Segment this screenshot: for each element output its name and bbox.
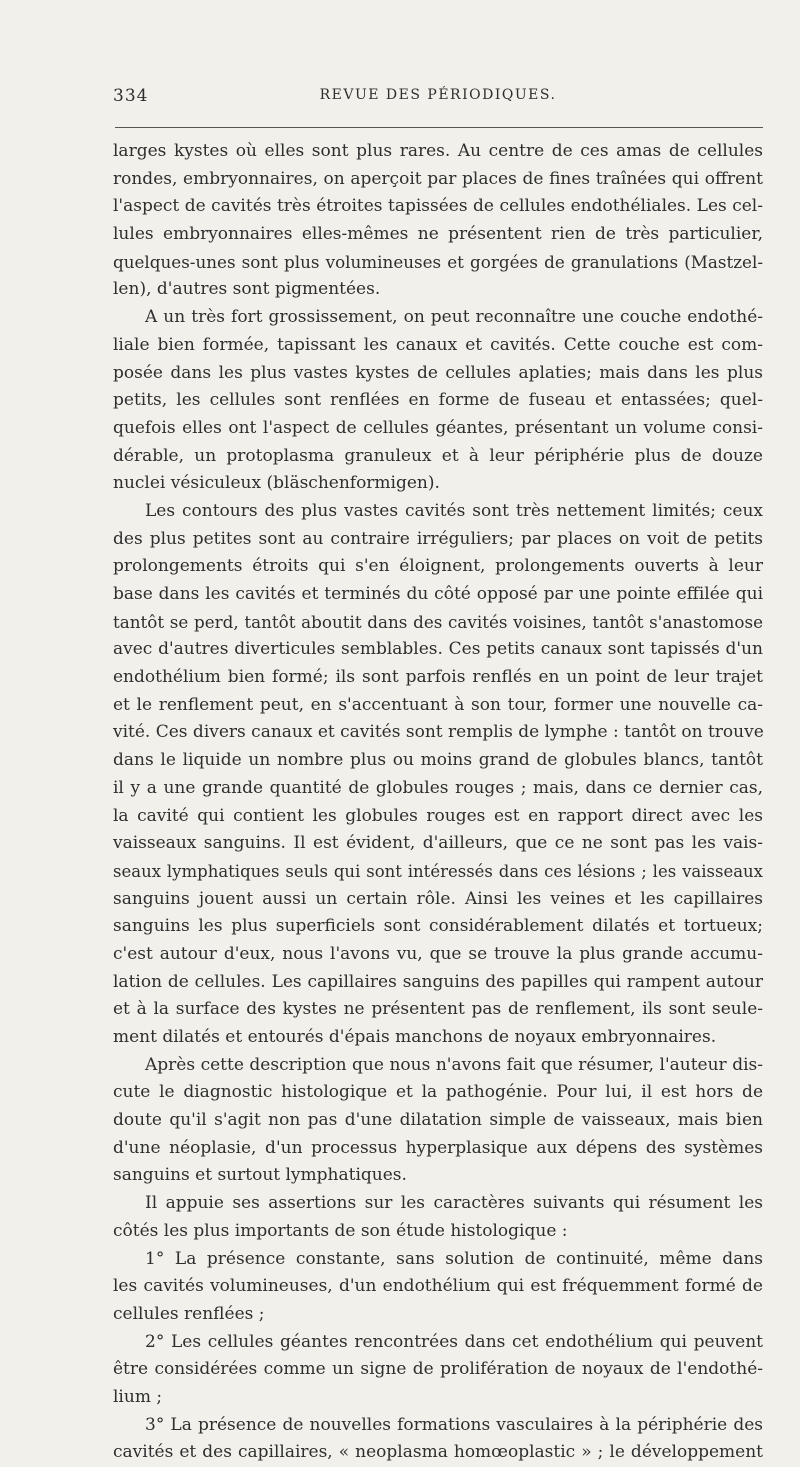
text-line: nuclei vésiculeux (bläschenformigen).	[113, 473, 440, 494]
text-line: l'aspect de cavités très étroites tapissées de cellules endothéliales. Les cel-	[113, 196, 763, 217]
text-line: 2° Les cellules géantes rencontrées dans cet endothélium qui peuvent	[145, 1331, 763, 1352]
text-line: Les contours des plus vastes cavités sont très nettement limités; ceux	[145, 500, 763, 521]
text-line: 3° La présence de nouvelles formations vasculaires à la périphérie des	[145, 1414, 763, 1435]
text-line: ment dilatés et entourés d'épais manchons de noyaux embryonnaires.	[113, 1027, 717, 1047]
text-line: sanguins les plus superficiels sont considérablement dilatés et tortueux;	[113, 916, 763, 937]
text-line: liale bien formée, tapissant les canaux et cavités. Cette couche est com-	[113, 334, 763, 355]
text-line: base dans les cavités et terminés du côté opposé par une pointe effilée qui	[113, 584, 763, 604]
text-line: d'une néoplasie, d'un processus hyperplasique aux dépens des systèmes	[113, 1137, 763, 1158]
text-line: endothélium bien formé; ils sont parfois renflés en un point de leur trajet	[113, 667, 763, 688]
text-line: quelques-unes sont plus volumineuses et gorgées de granulations (Mastzel-	[113, 251, 763, 272]
text-line: Il appuie ses assertions sur les caractères suivants qui résument les	[145, 1193, 763, 1214]
body-text	[113, 138, 763, 1467]
text-line: cute le diagnostic histologique et la pathogénie. Pour lui, il est hors de	[113, 1082, 763, 1103]
text-line: vité. Ces divers canaux et cavités sont remplis de lymphe : tantôt on trouve	[113, 722, 764, 743]
text-line: des plus petites sont au contraire irréguliers; par places on voit de petits	[113, 528, 763, 549]
text-line: cellules renflées ;	[113, 1303, 265, 1324]
text-line: cavités et des capillaires, « neoplasma homœoplastic » ; le développement	[113, 1442, 763, 1463]
text-line: Après cette description que nous n'avons fait que résumer, l'auteur dis-	[145, 1054, 763, 1075]
text-line: être considérées comme un signe de prolifération de noyaux de l'endothé-	[113, 1359, 763, 1380]
text-line: rondes, embryonnaires, on aperçoit par places de fines traînées qui offrent	[113, 168, 763, 189]
text-line: sanguins jouent aussi un certain rôle. Ainsi les veines et les capillaires	[113, 888, 763, 909]
text-line: quefois elles ont l'aspect de cellules géantes, présentant un volume consi-	[113, 417, 763, 438]
text-line: sanguins et surtout lymphatiques.	[113, 1165, 407, 1186]
text-line: tantôt se perd, tantôt aboutit dans des cavités voisines, tantôt s'anastomose	[113, 611, 763, 632]
text-line: la cavité qui contient les globules rouges est en rapport direct avec les	[113, 805, 763, 826]
text-line: A un très fort grossissement, on peut reconnaître une couche endothé-	[145, 307, 763, 328]
text-line: lules embryonnaires elles-mêmes ne présentent rien de très particulier,	[113, 224, 763, 245]
text-line: petits, les cellules sont renflées en forme de fuseau et entassées; quel-	[113, 390, 763, 411]
page-header	[113, 86, 763, 110]
text-line: prolongements étroits qui s'en éloignent, prolongements ouverts à leur	[113, 556, 763, 577]
text-line: dans le liquide un nombre plus ou moins grand de globules blancs, tantôt	[113, 750, 763, 771]
page-number: 334	[113, 86, 149, 106]
text-line: lation de cellules. Les capillaires sanguins des papilles qui rampent autour	[113, 971, 763, 992]
text-line: posée dans les plus vastes kystes de cellules aplaties; mais dans les plus	[113, 362, 763, 383]
text-line: c'est autour d'eux, nous l'avons vu, que se trouve la plus grande accumu-	[113, 943, 763, 964]
text-line: lium ;	[113, 1386, 163, 1407]
text-line: seaux lymphatiques seuls qui sont intéressés dans ces lésions ; les vaisseaux	[113, 861, 763, 881]
text-line: 1° La présence constante, sans solution de continuité, même dans	[145, 1248, 763, 1269]
text-line: doute qu'il s'agit non pas d'une dilatation simple de vaisseaux, mais bien	[113, 1110, 763, 1131]
text-line: larges kystes où elles sont plus rares. Au centre de ces amas de cellules	[113, 141, 763, 161]
text-line: avec d'autres diverticules semblables. Ces petits canaux sont tapissés d'un	[113, 639, 763, 660]
text-line: les cavités volumineuses, d'un endothélium qui est fréquemment formé de	[113, 1276, 763, 1297]
text-line: len), d'autres sont pigmentées.	[113, 279, 381, 300]
text-line: dérable, un protoplasma granuleux et à leur périphérie plus de douze	[113, 445, 763, 466]
text-line: et le renflement peut, en s'accentuant à son tour, former une nouvelle ca-	[113, 694, 763, 715]
header-rule	[115, 127, 763, 128]
text-line: et à la surface des kystes ne présentent pas de renflement, ils sont seule-	[113, 999, 763, 1020]
text-line: côtés les plus importants de son étude histologique :	[113, 1220, 568, 1241]
running-title: REVUE DES PÉRIODIQUES.	[319, 87, 557, 103]
text-line: vaisseaux sanguins. Il est évident, d'ailleurs, que ce ne sont pas les vais-	[113, 833, 763, 854]
text-line: il y a une grande quantité de globules rouges ; mais, dans ce dernier cas,	[113, 777, 763, 798]
